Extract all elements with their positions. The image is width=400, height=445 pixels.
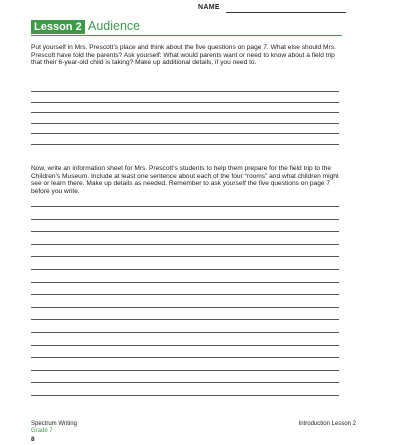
name-field [198,4,358,14]
footer-section: Introduction Lesson 2 [298,421,356,427]
write-line[interactable] [31,133,339,134]
header-rule [31,35,342,36]
write-line[interactable] [31,395,339,396]
write-line[interactable] [31,294,339,295]
footer-book: Spectrum Writing [31,421,77,427]
write-line[interactable] [31,123,339,124]
write-line[interactable] [31,244,339,245]
write-line[interactable] [31,332,339,333]
page-number: 8 [31,436,35,443]
prompt-1: Put yourself in Mrs. Prescott’s place and think about the five questions on page 7. What else should Mrs. Prescott have told the parents? Ask yourself: What would parents want or need to know about a field trip that their 6-year-old child is taking? Make up additional details, if you need to. [31,44,336,67]
footer-left [31,421,77,443]
write-line[interactable] [31,91,339,92]
write-line[interactable] [31,319,339,320]
write-line[interactable] [31,307,339,308]
write-line[interactable] [31,282,339,283]
write-line[interactable] [31,144,339,145]
write-line[interactable] [31,382,339,383]
prompt-2: Now, write an information sheet for Mrs. Prescott’s students to help them prepare for the field trip to the Children’s Museum. Include at least one sentence about each of the four “rooms” and what children might see or learn there. Make up details as needed. Remember to ask yourself the five questions on page 7 before you write. [31,165,339,195]
lesson-badge: Lesson 2 [31,20,85,34]
lesson-title: Audience [88,19,141,33]
write-line[interactable] [31,269,339,270]
write-line[interactable] [31,206,339,207]
write-line[interactable] [31,256,339,257]
write-line[interactable] [31,357,339,358]
write-line[interactable] [31,231,339,232]
write-line[interactable] [31,219,339,220]
write-line[interactable] [31,370,339,371]
write-line[interactable] [31,345,339,346]
footer-grade: Grade 7 [31,428,53,434]
name-write-line[interactable] [226,12,346,13]
name-label: NAME [198,4,220,11]
write-line[interactable] [31,112,339,113]
write-line[interactable] [31,102,339,103]
